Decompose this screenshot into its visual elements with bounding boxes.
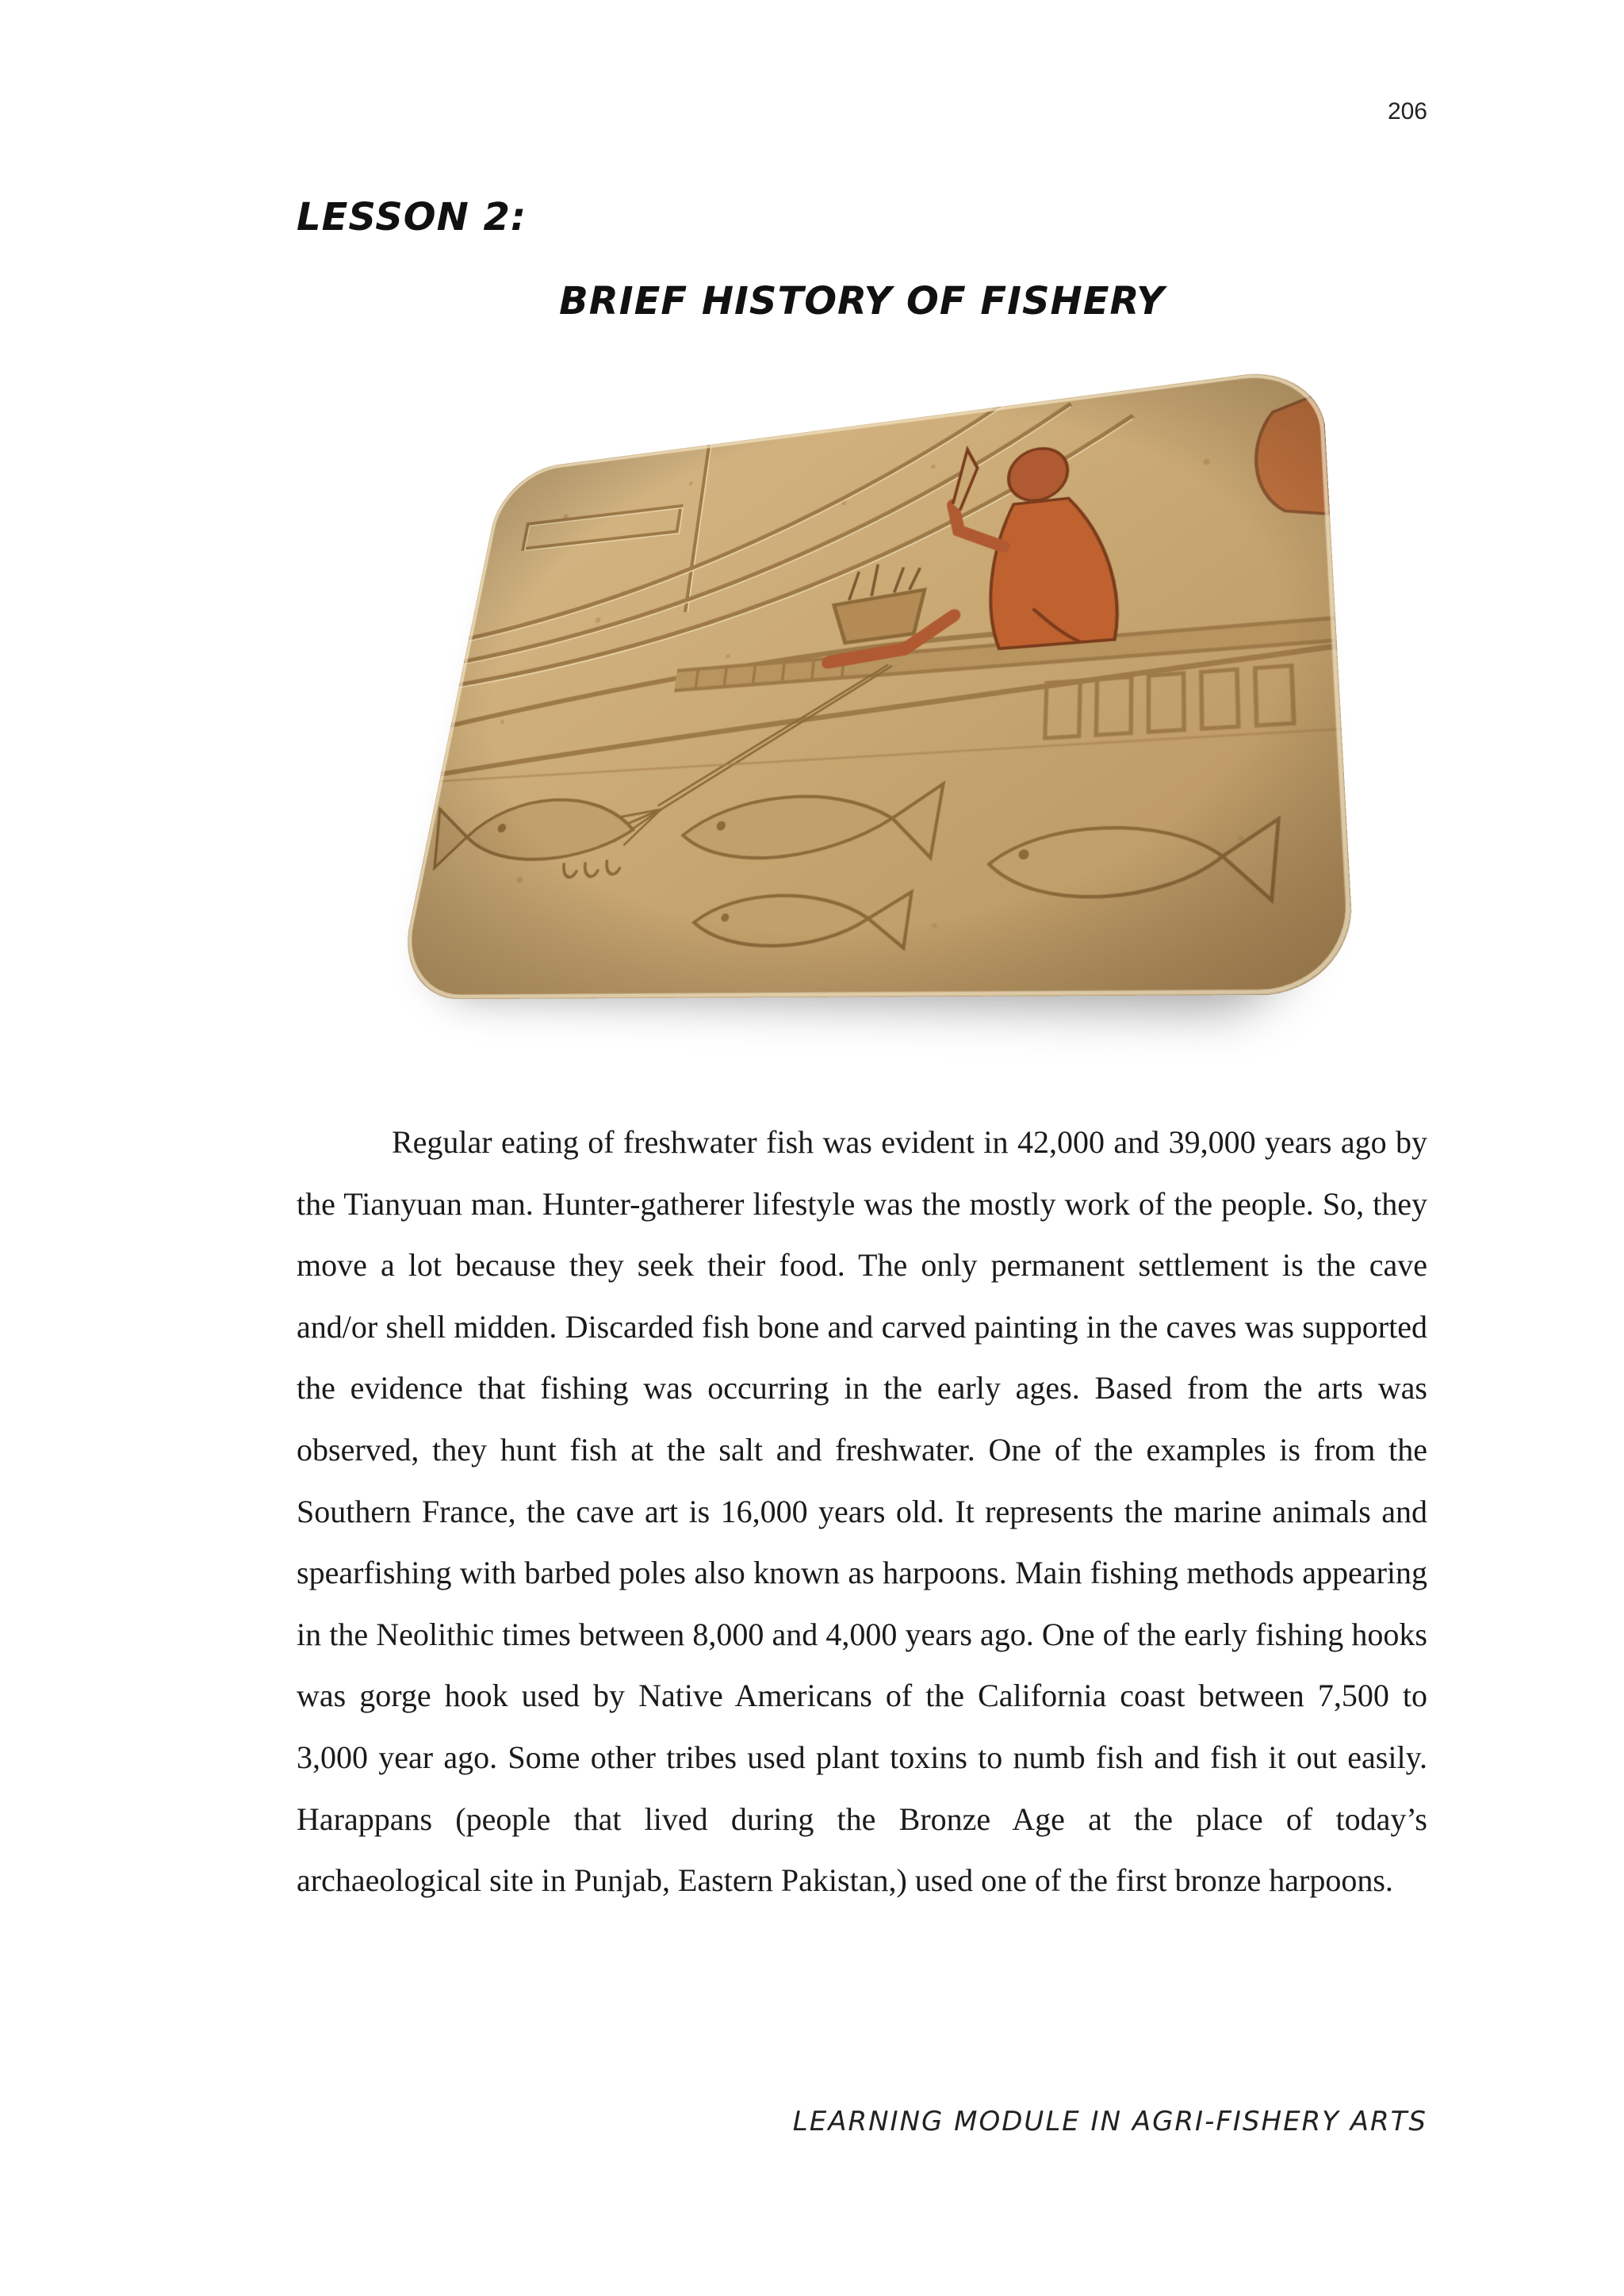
stone-relief-illustration bbox=[394, 365, 1356, 1000]
lesson-title: BRIEF HISTORY OF FISHERY bbox=[559, 279, 1165, 323]
relief-image bbox=[394, 365, 1356, 1000]
relief-figure bbox=[341, 365, 1372, 1047]
page-number: 206 bbox=[1387, 98, 1427, 124]
body-paragraph: Regular eating of freshwater fish was evident in 42,000 and 39,000 years ago by the Tianyuan man. Hunter-gatherer lifestyle was the mostly work of the people. So, they move a lot because they seek their food. The only permanent settlement is the cave and/or shell midden. Discarded fish bone and carved painting in the caves was supported the evidence that fishing was occurring in the early ages. Based from the arts was observed, they hunt fish at the salt and freshwater. One of the examples is from the Southern France, the cave art is 16,000 years old. It represents the marine animals and spearfishing with barbed poles also known as harpoons. Main fishing methods appearing in the Neolithic times between 8,000 and 4,000 years ago. One of the early fishing hooks was gorge hook used by Native Americans of the California coast between 7,500 to 3,000 year ago. Some other tribes used plant toxins to numb fish and fish it out easily. Harappans (people that lived during the Bronze Age at the place of today’s archaeological site in Punjab, Eastern Pakistan,) used one of the first bronze harpoons. bbox=[297, 1124, 1427, 1899]
lesson-label: LESSON 2: bbox=[297, 195, 527, 239]
footer-module-title: LEARNING MODULE IN AGRI-FISHERY ARTS bbox=[792, 2106, 1427, 2137]
